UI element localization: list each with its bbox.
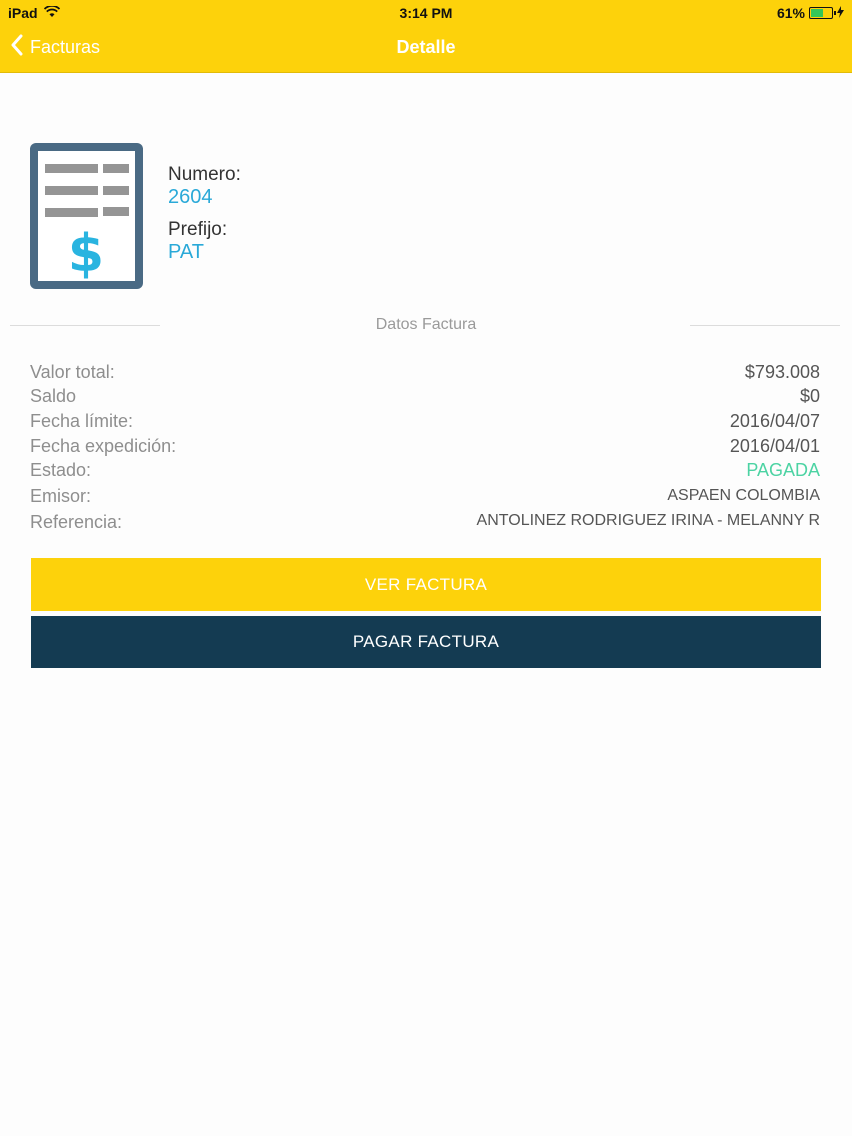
divider-right — [690, 325, 840, 326]
prefijo-label: Prefijo: — [168, 219, 228, 240]
detail-row-valor-total — [30, 362, 820, 386]
top-bar — [0, 0, 852, 73]
section-title: Datos Factura — [375, 316, 477, 333]
battery-percent: 61% — [776, 5, 805, 21]
detail-value: 2016/04/07 — [729, 411, 820, 431]
detail-value: $793.008 — [744, 362, 820, 382]
battery-level — [811, 9, 823, 17]
detail-row-estado — [30, 460, 820, 484]
charging-icon — [837, 5, 844, 21]
detail-row-fecha-limite — [30, 411, 820, 435]
detail-value: ASPAEN COLOMBIA — [667, 487, 820, 504]
status-right — [777, 5, 844, 21]
detail-row-fecha-expedicion — [30, 436, 820, 460]
device-name: iPad — [8, 5, 38, 21]
status-badge: PAGADA — [746, 460, 820, 480]
detail-label: Referencia: — [30, 512, 123, 532]
invoice-dollar-icon — [30, 143, 143, 289]
detail-value: $0 — [799, 386, 820, 406]
svg-text:$: $ — [67, 224, 105, 284]
detail-label: Estado: — [30, 460, 92, 480]
detail-row-referencia — [30, 512, 820, 536]
detail-row-emisor — [30, 486, 820, 510]
detail-label: Fecha expedición: — [30, 436, 177, 456]
detail-label: Saldo — [30, 386, 77, 406]
detail-label: Fecha límite: — [30, 411, 134, 431]
page-title: Detalle — [396, 37, 456, 57]
numero-label: Numero: — [168, 164, 241, 185]
prefijo-value: PAT — [168, 241, 204, 263]
back-label: Facturas — [30, 37, 101, 57]
battery-icon — [809, 7, 833, 19]
detail-label: Valor total: — [30, 362, 115, 382]
numero-value: 2604 — [168, 186, 213, 208]
pay-invoice-button[interactable]: PAGAR FACTURA — [31, 616, 821, 668]
view-invoice-button[interactable]: VER FACTURA — [31, 558, 821, 611]
detail-row-saldo — [30, 386, 820, 410]
detail-value: 2016/04/01 — [729, 436, 820, 456]
detail-value: ANTOLINEZ RODRIGUEZ IRINA - MELANNY R — [476, 512, 820, 529]
detail-label: Emisor: — [30, 486, 92, 506]
status-time: 3:14 PM — [399, 5, 453, 21]
